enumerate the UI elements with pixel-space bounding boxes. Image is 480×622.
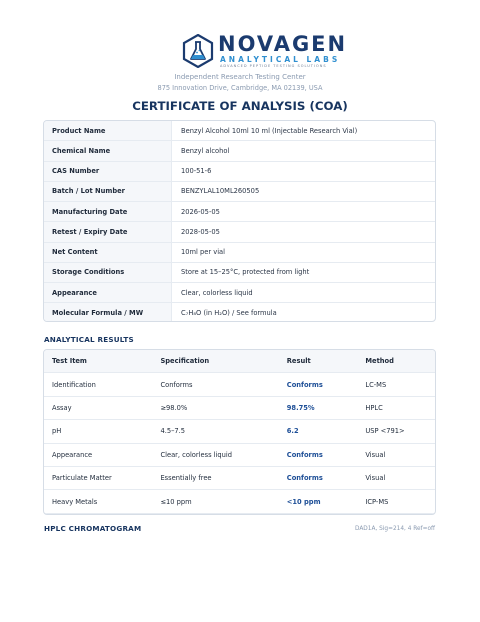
info-row-appearance: [44, 283, 435, 303]
hplc-signal-info: DAD1A, Sig=214, 4 Ref=off: [354, 526, 435, 532]
cell-specification: ≥98.0%: [160, 403, 188, 412]
cell-test-item: Appearance: [52, 450, 93, 459]
cell-specification: Essentially free: [160, 474, 212, 483]
cell-result: Conforms: [286, 450, 323, 459]
cell-method: USP <791>: [365, 427, 405, 436]
info-label: Chemical Name: [44, 141, 172, 160]
lab-address: 875 Innovation Drive, Cambridge, MA 02139, USA: [157, 84, 323, 92]
product-info-table: [43, 120, 436, 322]
cell-result: <10 ppm: [286, 497, 321, 506]
info-value: C₇H₈O (in H₂O) / See formula: [181, 309, 277, 318]
info-row-chemical-name: [44, 141, 435, 161]
cell-test-item: pH: [52, 427, 62, 436]
info-row-cas-number: [44, 162, 435, 182]
info-row-storage: [44, 263, 435, 283]
table-row: [44, 420, 435, 443]
cell-test-item: Assay: [52, 403, 72, 412]
cell-specification: Clear, colorless liquid: [160, 450, 233, 459]
table-row: [44, 397, 435, 420]
column-header: Method: [365, 357, 394, 366]
analytical-results-title: ANALYTICAL RESULTS: [44, 335, 134, 344]
table-row: [44, 514, 435, 515]
info-label: Molecular Formula / MW: [44, 303, 172, 322]
cell-test-item: Identification: [52, 380, 96, 389]
info-label: Storage Conditions: [44, 263, 172, 282]
brand-subtitle: ANALYTICAL LABS: [220, 55, 341, 64]
info-label: CAS Number: [44, 162, 172, 181]
cell-result: 6.2: [286, 427, 299, 436]
cell-specification: 4.5–7.5: [160, 427, 186, 436]
info-value: 2026-05-05: [181, 207, 220, 216]
page-title: CERTIFICATE OF ANALYSIS (COA): [132, 99, 348, 113]
cell-result: Conforms: [286, 380, 323, 389]
info-row-manufacturing-date: [44, 202, 435, 222]
cell-test-item: Heavy Metals: [52, 497, 98, 506]
cell-method: LC-MS: [365, 380, 387, 389]
analytical-results-table: [43, 349, 436, 515]
info-label: Manufacturing Date: [44, 202, 172, 221]
info-value: Benzyl Alcohol 10ml 10 ml (Injectable Research Vial): [181, 126, 358, 135]
info-value: Benzyl alcohol: [181, 146, 230, 155]
info-label: Retest / Expiry Date: [44, 222, 172, 241]
cell-method: ICP-MS: [365, 497, 389, 506]
info-row-batch-lot: [44, 182, 435, 202]
cell-method: HPLC: [365, 403, 383, 412]
info-label: Appearance: [44, 283, 172, 302]
flask-logo-icon: [182, 34, 214, 68]
info-value: 2028-05-05: [181, 227, 220, 236]
table-row: [44, 490, 435, 513]
cell-result: 98.75%: [286, 403, 315, 412]
brand-tagline: ADVANCED PEPTIDE TESTING SOLUTIONS: [220, 64, 327, 68]
table-row: [44, 373, 435, 396]
info-label: Batch / Lot Number: [44, 182, 172, 201]
info-label: Product Name: [44, 121, 172, 140]
brand-logo: [182, 32, 348, 70]
info-value: Store at 15–25°C, protected from light: [181, 268, 310, 277]
column-header: Test Item: [52, 357, 87, 366]
cell-specification: ≤10 ppm: [160, 497, 192, 506]
info-row-net-content: [44, 243, 435, 263]
info-value: 10ml per vial: [181, 248, 226, 257]
table-header-row: [44, 350, 435, 373]
cell-specification: Conforms: [160, 380, 193, 389]
column-header: Specification: [160, 357, 210, 366]
lab-name: Independent Research Testing Center: [174, 73, 306, 81]
brand-name: NOVAGEN: [218, 32, 348, 56]
info-label: Net Content: [44, 243, 172, 262]
cell-result: Conforms: [286, 474, 323, 483]
info-row-expiry-date: [44, 222, 435, 242]
hplc-chromatogram-title: HPLC CHROMATOGRAM: [44, 524, 142, 533]
header: [0, 0, 480, 122]
cell-method: Visual: [365, 450, 386, 459]
info-value: 100-51-6: [181, 167, 212, 176]
table-row: [44, 467, 435, 490]
info-row-product-name: [44, 121, 435, 141]
cell-test-item: Particulate Matter: [52, 474, 112, 483]
info-value: BENZYLAL10ML260505: [181, 187, 260, 196]
info-row-molecular-formula: [44, 303, 435, 322]
column-header: Result: [286, 357, 311, 366]
cell-method: Visual: [365, 474, 386, 483]
table-row: [44, 444, 435, 467]
info-value: Clear, colorless liquid: [181, 288, 253, 297]
